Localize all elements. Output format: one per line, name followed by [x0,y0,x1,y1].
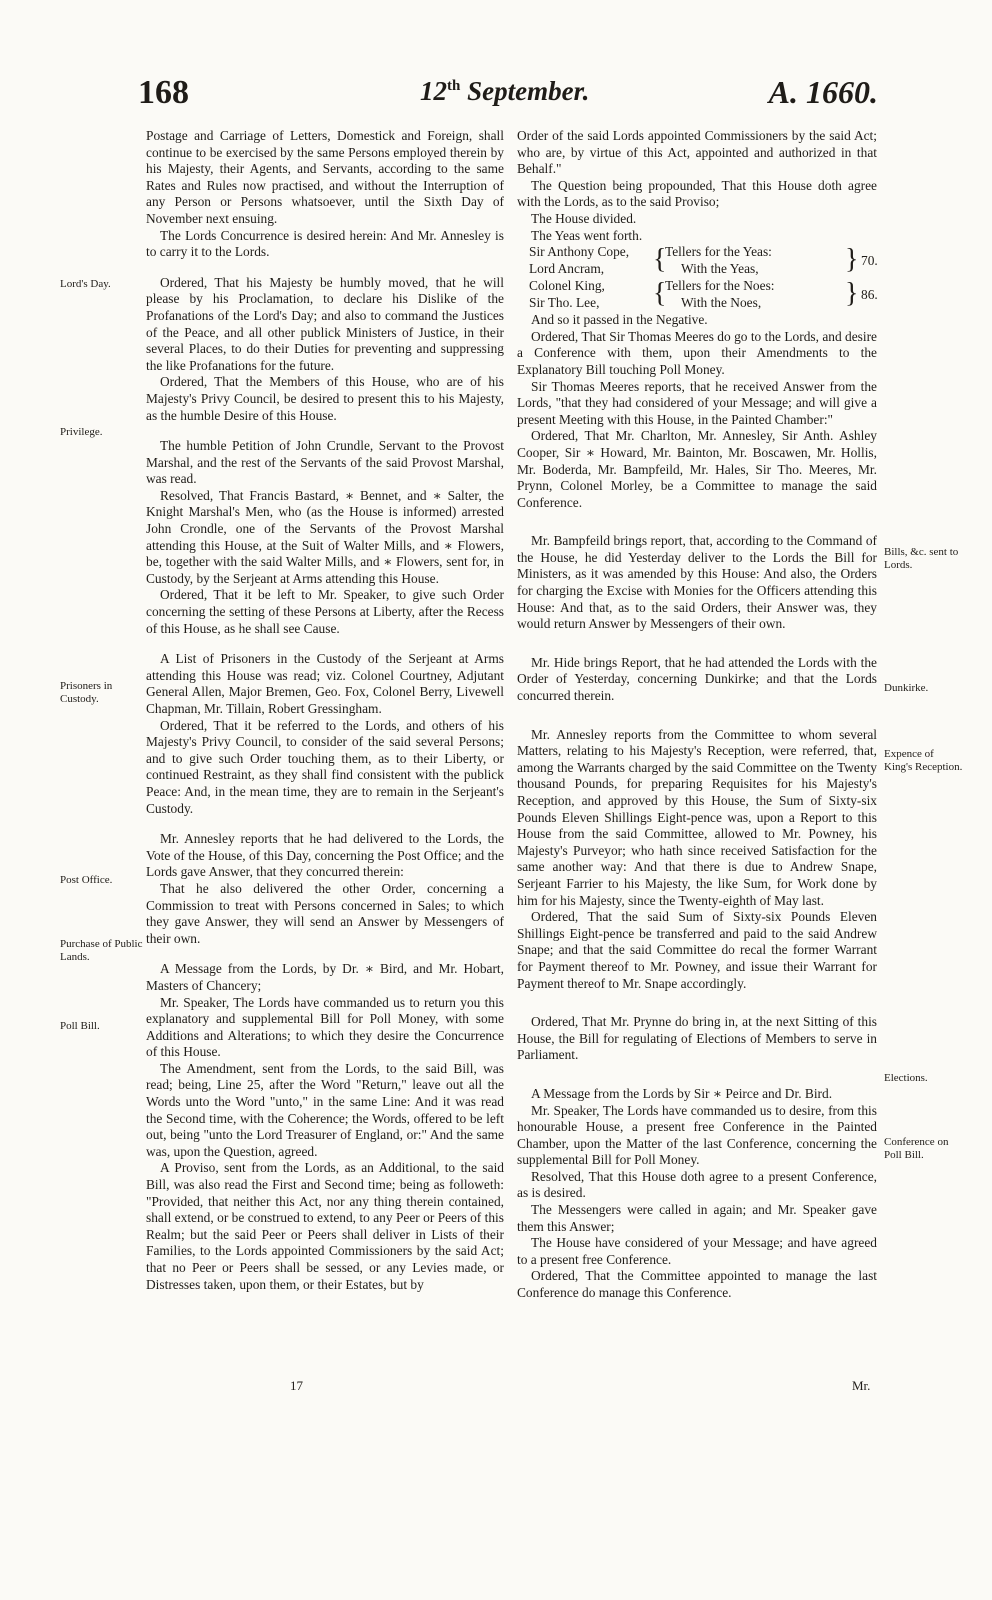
right-paragraph: Ordered, That Mr. Prynne do bring in, at the next Sitting of this House, the Bill for regulating of Elections of Members to serve in Parliament. [517,1014,877,1063]
right-paragraph: Ordered, That the Committee appointed to manage the last Conference do manage this Conference. [517,1268,877,1301]
page-header [138,74,878,120]
right-paragraph: The House have considered of your Message; and have agreed to a present free Conference. [517,1235,877,1267]
right-paragraph: Mr. Annesley reports from the Committee to whom several Matters, relating to his Majesty's Reception, were referred, that, among the Warrants charged by the said Committee on the Twenty thousand Pounds, for preparing Requisites for his Majesty's Reception, and approved by this House, the Sum of Sixty-six Pounds Eleven Shillings Eight-pence was, upon a Report to this House from the said Committee, allowed to Mr. Powney, his Majesty's Purveyor; who hath since received Satisfaction for the same another way: And that there is due to Andrew Snape, Serjeant Farrier to his Majesty, the like Sum, for Work done by him for his Majesty, since the Twenty-eighth of May last. [517,726,877,908]
margin-note-conference: Conference on Poll Bill. [884,1136,949,1161]
right-paragraph: A Message from the Lords by Sir ∗ Peirce and Dr. Bird. [531,1085,833,1101]
page-date [420,76,589,107]
teller-label: With the Yeas, [681,261,759,277]
margin-note-bills-sent: Bills, &c. sent to Lords. [884,546,959,571]
right-paragraph: Mr. Hide brings Report, that he had attended the Lords with the Order of Yesterday, concerning Dunkirke; and that the Lords concurred therein. [517,654,877,704]
teller-label: Tellers for the Noes: [665,278,775,294]
right-paragraph: The Yeas went forth. [531,227,643,243]
left-paragraph: That he also delivered the other Order, concerning a Commission to treat with Persons concerned in Sales; to which they gave Answer, they will send an Answer by Messengers of their own. [146,880,504,946]
margin-note-elections: Elections. [884,1072,928,1084]
margin-note-poll-bill: Poll Bill. [60,1020,100,1032]
teller-name: Lord Ancram, [529,261,605,277]
brace-glyph: { [653,244,667,276]
margin-note-post-office: Post Office. [60,874,113,886]
margin-note-prisoners: Prisoners in Custody. [60,680,113,705]
teller-name: Sir Anthony Cope, [529,244,630,260]
left-paragraph: Postage and Carriage of Letters, Domestick and Foreign, shall continue to be exercised by the same Persons employed therein by his Majesty, their Agents, and Servants, according to the same Rates and Rules now practised, and without the Interruption of any Person or Persons whatsoever, until the Sixth Day of November next ensuing. [146,128,504,226]
signature-mark: 17 [290,1378,303,1393]
right-paragraph: The Question being propounded, That this House doth agree with the Lords, as to the said Proviso; [517,177,877,210]
right-paragraph: And so it passed in the Negative. [531,312,708,328]
teller-label: Tellers for the Yeas: [665,244,772,260]
teller-label: With the Noes, [681,295,762,311]
margin-note-dunkirke: Dunkirke. [884,682,929,694]
date-day: 12 [420,76,447,106]
left-paragraph: The humble Petition of John Crundle, Servant to the Provost Marshal, and the rest of the Servants of the said Provost Marshal, was read. [146,438,504,487]
left-paragraph: A Proviso, sent from the Lords, as an Additional, to the said Bill, was also read the First and Second time; being as followeth: "Provided, that neither this Act, nor any thing therein contained, shall extend, or be construed to extend, to any Peer or Peers of this Realm; but the said Peer or Peers shall deliver in Lists of their Families, to the Lords appointed Commissioners by the said Act; that no Peer or Peers shall be sessed, or any Levies made, or Distresses taken, upon them, or their Estates, but by [146,1160,504,1292]
margin-note-purchase: Purchase of Public Lands. [60,938,143,963]
left-paragraph: Mr. Annesley reports that he had delivered to the Lords, the Vote of the House, of this Day, concerning the Post Office; and the Lords gave Answer, that they concurred therein: [146,831,504,880]
right-column [517,128,877,1302]
left-paragraph: Resolved, That Francis Bastard, ∗ Bennet, and ∗ Salter, the Knight Marshal's Men, who (as the House is informed) arrested John Crondle, one of the Servants of the Provost Marshal attending this House, at the Suit of Walter Mills, and ∗ Flowers, be, together with the said Walter Mills, and ∗ Flowers, sent for, in Custody, by the Serjeant at Arms attending this House. [146,487,504,586]
teller-name: Colonel King, [529,278,605,294]
left-paragraph: The Lords Concurrence is desired herein: And Mr. Annesley is to carry it to the Lords. [146,227,504,260]
left-paragraph: Ordered, That it be referred to the Lords, and others of his Majesty's Privy Council, to consider of the said several Persons; and to give such Order touching them, as to their Liberty, or continued Restraint, as they shall find consistent with the publick Peace: And, in the mean time, they are to remain in the Serjeant's Custody. [146,717,504,816]
left-paragraph: Ordered, That his Majesty be humbly moved, that he will please by his Proclamation, to declare his Dislike of the Profanations of the Lord's Day; and also to command the Justices of the Peace, and all other publick Ministers of Justice, in their several Places, to do their Duties for preventing and suppressing the like Profanations for the future. [146,274,504,373]
noes-count: 86. [861,287,878,303]
left-paragraph: A Message from the Lords, by Dr. ∗ Bird, and Mr. Hobart, Masters of Chancery; [146,961,504,993]
right-paragraph: The House divided. [531,210,637,226]
margin-note-expence: Expence of King's Reception. [884,748,963,773]
page-number: 168 [138,74,189,111]
right-paragraph: Sir Thomas Meeres reports, that he received Answer from the Lords, "that they had considered of your Message; and will give a present Meeting with this House, in the Painted Chamber:" [517,378,877,427]
brace-glyph: } [845,278,859,310]
right-paragraph: Ordered, That Sir Thomas Meeres do go to the Lords, and desire a Conference with them, upon their Amendments to the Explanatory Bill touching Poll Money. [517,328,877,377]
right-paragraph: Mr. Speaker, The Lords have commanded us to desire, from this honourable House, a present free Conference in the Painted Chamber, upon the Matter of the last Conference, concerning the supplemental Bill for Poll Money. [517,1102,877,1168]
yeas-count: 70. [861,253,878,269]
right-paragraph: The Messengers were called in again; and Mr. Speaker gave them this Answer; [517,1202,877,1234]
left-paragraph: A List of Prisoners in the Custody of the Serjeant at Arms attending this House was read; viz. Colonel Courtney, Adjutant General Allen, Major Bremen, Geo. Fox, Colonel Berry, Livewell Chapman, Mr. Tillain, Robert Gressingham. [146,651,504,716]
right-paragraph: Mr. Bampfeild brings report, that, according to the Command of the House, he did Yesterday deliver to the Lords the Bill for Ministers, as it was amended by this House: And also, the Orders for charging the Excise with Monies for the Officers attending this House: And that, as to the said Orders, their Answer was, they would return Answer by Messengers of their own. [517,533,877,632]
margin-note-lords-day: Lord's Day. [60,278,111,290]
division-tellers [529,244,877,312]
right-paragraph: Ordered, That the said Sum of Sixty-six Pounds Eleven Shillings Eight-pence be transferred and paid to the said Andrew Snape; and that the said Committee do recal the former Warrant for Payment thereof to Mr. Powney, and issue their Warrant for Payment thereof to Mr. Snape accordingly. [517,909,877,991]
right-paragraph: Order of the said Lords appointed Commissioners by the said Act; who are, by virtue of this Act, appointed and authorized in that Behalf." [517,128,877,177]
date-month: September. [467,76,590,106]
date-day-suffix: th [447,78,461,94]
left-paragraph: Ordered, That the Members of this House, who are of his Majesty's Privy Council, be desired to present this to his Majesty, as the humble Desire of this House. [146,374,504,423]
right-paragraph: Ordered, That Mr. Charlton, Mr. Annesley, Sir Anth. Ashley Cooper, Sir ∗ Howard, Mr. Bainton, Mr. Boscawen, Mr. Hollis, Mr. Boderda, Mr. Bampfeild, Mr. Hales, Sir Tho. Meeres, Mr. Prynn, Colonel Morley, be a Committee to manage the said Conference. [517,428,877,510]
margin-note-privilege: Privilege. [60,426,103,438]
teller-name: Sir Tho. Lee, [529,295,600,311]
right-paragraph: Resolved, That this House doth agree to a present Conference, as is desired. [517,1168,877,1201]
left-paragraph: Mr. Speaker, The Lords have commanded us to return you this explanatory and supplemental Bill for Poll Money, with some Additions and Alterations; to which they desire the Concurrence of this House. [146,994,504,1060]
left-paragraph: The Amendment, sent from the Lords, to the said Bill, was read; being, Line 25, after the Word "Return," leave out all the Words unto the Word "unto," in the same Line: And it was read the Second time, with the Coherence; the Words, offered to be left out, being "unto the Lord Treasurer of England, or:" And the same was, upon the Question, agreed. [146,1060,504,1159]
left-paragraph: Ordered, That it be left to Mr. Speaker, to give such Order concerning the setting of these Persons at Liberty, after the Recess of this House, as he shall see Cause. [146,587,504,636]
brace-glyph: } [845,244,859,276]
left-column [146,128,504,1293]
page-year: A. 1660. [768,74,878,110]
catchword: Mr. [852,1378,871,1393]
brace-glyph: { [653,278,667,310]
